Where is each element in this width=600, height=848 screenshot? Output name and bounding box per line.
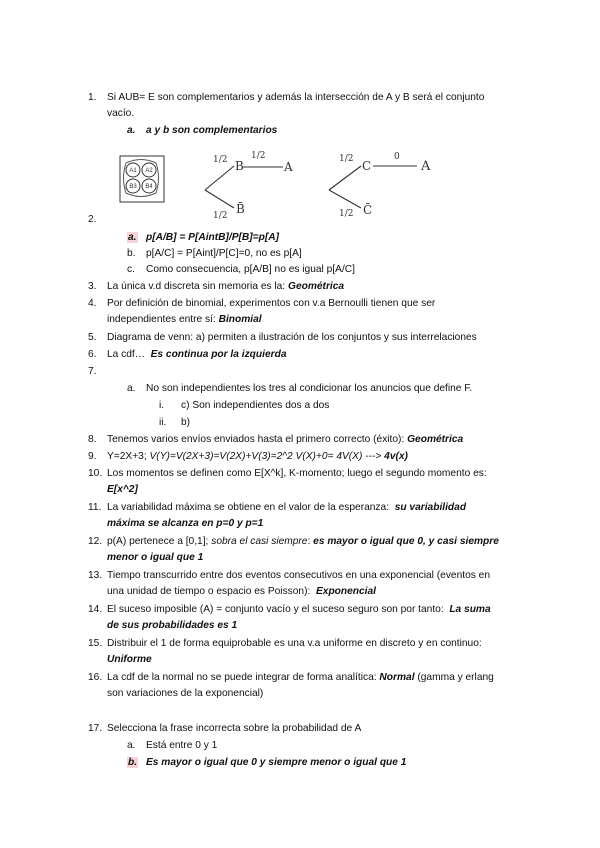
q14-line1: El suceso imposible (A) = conjunto vacío y el suceso seguro son por tanto: La suma — [107, 604, 491, 615]
q2-option-a-label: a. — [128, 232, 137, 243]
q17-option-b-text: Es mayor o igual que 0 y siempre menor o igual que 1 — [146, 757, 407, 768]
q10-text: Los momentos se definen como E[X^k], K-momento; luego el segundo momento es: — [107, 468, 487, 479]
q11-answer-part2: máxima se alcanza en p=0 y p=1 — [107, 518, 264, 529]
q2-number: 2. — [88, 214, 97, 225]
q8-line: Tenemos varios envíos enviados hasta el primero correcto (éxito): Geométrica — [107, 434, 464, 445]
q6-answer: Es continua por la izquierda — [150, 349, 287, 360]
q17-option-a-label: a. — [127, 740, 136, 751]
q15-number: 15. — [88, 638, 103, 649]
q1-option-a-text: a y b son complementarios — [146, 125, 278, 136]
q6-line: La cdf… Es continua por la izquierda — [107, 349, 287, 360]
tree2-leaf-a: A — [421, 159, 431, 174]
q2-option-c-label: c. — [127, 264, 135, 275]
tree2-node-c-complement: C̄ — [363, 203, 373, 217]
tree1-mid-probability: 1/2 — [251, 151, 266, 161]
q4-line2: independientes entre sí: Binomial — [107, 314, 262, 325]
q12-remark: sobra el casi siempre — [211, 536, 308, 547]
q17-option-a-text: Está entre 0 y 1 — [146, 740, 218, 751]
q6-number: 6. — [88, 349, 97, 360]
q2-option-a-text: p[A/B] = P[AintB]/P[B]=p[A] — [146, 232, 279, 243]
q15-answer: Uniforme — [107, 654, 152, 665]
q4-answer: Binomial — [218, 314, 262, 325]
q7-option-a-text: No son independientes los tres al condicionar los anuncios que define F. — [146, 383, 473, 394]
q8-answer: Geométrica — [407, 434, 464, 445]
q17-text: Selecciona la frase incorrecta sobre la probabilidad de A — [107, 723, 362, 734]
q3-answer: Geométrica — [288, 281, 345, 292]
q13-line2: una unidad de tiempo o espacio es Poisson): Exponencial — [107, 586, 377, 597]
q4-text-line1: Por definición de binomial, experimentos con v.a Bernoulli tienen que ser — [107, 298, 436, 309]
q16-line1: La cdf de la normal no se puede integrar de forma analítica: Normal (gamma y erlang — [107, 672, 494, 683]
q9-number: 9. — [88, 451, 97, 462]
q16-text-line2: son variaciones de la exponencial) — [107, 688, 264, 699]
q7-sub-ii-text: b) — [181, 417, 191, 428]
q7-number: 7. — [88, 366, 97, 377]
tree1-bottom-probability: 1/2 — [213, 211, 228, 221]
q11-line1: La variabilidad máxima se obtiene en el valor de la esperanza: su variabilidad — [107, 502, 467, 513]
q7-sub-i-label: i. — [159, 400, 165, 411]
venn-label-a2: A2 — [145, 168, 153, 174]
q12-answer-part2: menor o igual que 1 — [107, 552, 204, 563]
q11-answer-part1: su variabilidad — [394, 502, 467, 513]
q13-number: 13. — [88, 570, 103, 581]
q3-line: La única v.d discreta sin memoria es la: Geométrica — [107, 281, 345, 292]
q1-text-line1: Si AUB= E son complementarios y además la intersección de A y B será el conjunto — [107, 92, 485, 103]
q14-answer-part2: de sus probabilidades es 1 — [107, 620, 238, 631]
q15-text: Distribuir el 1 de forma equiprobable es una v.a uniforme en discreto y en continuo: — [107, 638, 482, 649]
q4-number: 4. — [88, 298, 97, 309]
tree1-node-b-complement: B̄ — [236, 202, 245, 216]
q9-line: Y=2X+3; V(Y)=V(2X+3)=V(2X)+V(3)=2^2 V(X)+0= 4V(X) ---> 4v(x) — [107, 451, 408, 462]
tree1-leaf-a: A — [284, 160, 293, 174]
q11-number: 11. — [88, 502, 102, 513]
venn-label-a1: A1 — [129, 168, 137, 174]
q7-sub-ii-label: ii. — [159, 417, 167, 428]
tree2-mid-probability: 0 — [394, 152, 400, 162]
q17-option-b-label: b. — [128, 757, 138, 768]
q12-answer-part1: es mayor o igual que 0, y casi siempre — [313, 536, 499, 547]
venn-label-b4: B4 — [145, 184, 153, 190]
q10-number: 10. — [88, 468, 103, 479]
handwritten-probability-sketch — [117, 146, 467, 224]
q17-number: 17. — [88, 723, 103, 734]
q7-option-a-label: a. — [127, 383, 136, 394]
tree1-top-probability: 1/2 — [213, 155, 228, 165]
q5-text: Diagrama de venn: a) permiten a ilustración de los conjuntos y sus interrelaciones — [107, 332, 477, 343]
q2-option-b-text: p[A/C] = P[Aint]/P[C]=0, no es p[A] — [146, 248, 302, 259]
venn-diagram — [120, 156, 164, 202]
q10-answer: E[x^2] — [107, 484, 138, 495]
q9-derivation: V(Y)=V(2X+3)=V(2X)+V(3)=2^2 V(X)+0= 4V(X) ---> — [149, 451, 382, 462]
q9-answer: 4v(x) — [384, 451, 408, 462]
tree2-bottom-probability: 1/2 — [339, 209, 354, 219]
q14-number: 14. — [88, 604, 103, 615]
tree2-node-c: C — [362, 159, 372, 173]
tree-diagram-2 — [329, 166, 417, 208]
q2-option-c-text: Como consecuencia, p[A/B] no es igual p[A/C] — [146, 264, 355, 275]
q12-line1: p(A) pertenece a [0,1]; sobra el casi siempre: es mayor o igual que 0, y casi siempre — [107, 536, 499, 547]
q1-text-line2: vacío. — [107, 108, 135, 119]
q14-answer-part1: La suma — [449, 604, 491, 615]
q5-number: 5. — [88, 332, 97, 343]
tree2-top-probability: 1/2 — [339, 154, 354, 164]
q16-answer: Normal — [379, 672, 415, 683]
q13-text-line1: Tiempo transcurrido entre dos eventos consecutivos en una exponencial (eventos en — [107, 570, 491, 581]
q2-option-b-label: b. — [127, 248, 136, 259]
q12-number: 12. — [88, 536, 103, 547]
q1-option-a-label: a. — [127, 125, 136, 136]
q3-number: 3. — [88, 281, 97, 292]
venn-label-b3: B3 — [129, 184, 137, 190]
q13-answer: Exponencial — [316, 586, 377, 597]
q1-number: 1. — [88, 92, 97, 103]
q16-number: 16. — [88, 672, 103, 683]
q7-sub-i-text: c) Son independientes dos a dos — [181, 400, 330, 411]
tree1-node-b: B — [235, 159, 244, 173]
q8-number: 8. — [88, 434, 97, 445]
